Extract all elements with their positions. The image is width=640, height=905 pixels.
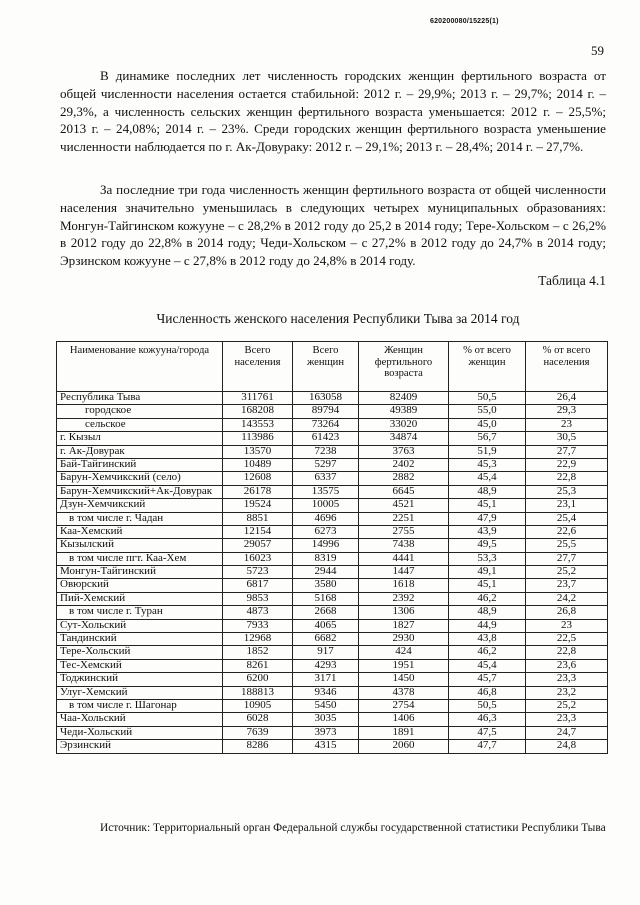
row-value: 26,4 <box>526 392 608 405</box>
row-value: 48,9 <box>449 606 526 619</box>
row-value: 3035 <box>293 713 359 726</box>
row-value: 47,5 <box>449 726 526 739</box>
table-row <box>57 432 608 445</box>
row-value: 1891 <box>359 726 449 739</box>
row-value: 45,1 <box>449 579 526 592</box>
row-value: 7933 <box>223 619 293 632</box>
row-name: в том числе пгт. Каа-Хем <box>57 552 223 565</box>
row-value: 27,7 <box>526 445 608 458</box>
row-value: 45,1 <box>449 499 526 512</box>
row-value: 24,2 <box>526 592 608 605</box>
row-value: 30,5 <box>526 432 608 445</box>
row-value: 34874 <box>359 432 449 445</box>
row-value: 188813 <box>223 686 293 699</box>
row-value: 2251 <box>359 512 449 525</box>
row-value: 46,3 <box>449 713 526 726</box>
paragraph-municipal-decline: За последние три года численность женщин фертильного возраста от общей численности населения значительно уменьшилась в следующих четырех муниципальных образованиях: Монгун-Тайгинском кожууне – с 28,2% в 2012 году до 25,2 в 2014 году; Тере-Хольском – с 26,2% в 2012 году до 22,8% в 2014 году; Чеди-Хольском – с 27,2% в 2012 году до 24,7% в 2014 году; Эрзинском кожууне – с 27,8% в 2012 году до 24,8% в 2014 году. <box>60 182 606 269</box>
row-value: 14996 <box>293 539 359 552</box>
row-value: 29,3 <box>526 405 608 418</box>
row-value: 8286 <box>223 740 293 753</box>
row-value: 3171 <box>293 673 359 686</box>
row-value: 55,0 <box>449 405 526 418</box>
row-value: 25,2 <box>526 566 608 579</box>
header-total-women: Всего женщин <box>293 342 359 392</box>
row-value: 27,7 <box>526 552 608 565</box>
row-value: 82409 <box>359 392 449 405</box>
document-id: 620200080/15225(1) <box>430 18 499 25</box>
row-value: 44,9 <box>449 619 526 632</box>
row-value: 917 <box>293 646 359 659</box>
row-value: 4065 <box>293 619 359 632</box>
row-value: 23,1 <box>526 499 608 512</box>
row-value: 45,4 <box>449 472 526 485</box>
row-value: 8851 <box>223 512 293 525</box>
row-value: 25,3 <box>526 485 608 498</box>
row-name: Монгун-Тайгинский <box>57 566 223 579</box>
row-value: 2060 <box>359 740 449 753</box>
row-value: 46,2 <box>449 592 526 605</box>
row-value: 22,8 <box>526 472 608 485</box>
row-value: 6817 <box>223 579 293 592</box>
row-value: 43,9 <box>449 525 526 538</box>
table-row <box>57 566 608 579</box>
row-value: 168208 <box>223 405 293 418</box>
row-value: 4378 <box>359 686 449 699</box>
row-value: 23 <box>526 619 608 632</box>
table-row <box>57 699 608 712</box>
row-value: 89794 <box>293 405 359 418</box>
row-value: 3973 <box>293 726 359 739</box>
row-value: 6645 <box>359 485 449 498</box>
row-value: 2755 <box>359 525 449 538</box>
header-pct-women: % от всего женщин <box>449 342 526 392</box>
row-value: 4873 <box>223 606 293 619</box>
header-total-population: Всего населения <box>223 342 293 392</box>
row-value: 163058 <box>293 392 359 405</box>
row-value: 61423 <box>293 432 359 445</box>
row-value: 53,3 <box>449 552 526 565</box>
row-value: 13570 <box>223 445 293 458</box>
row-value: 47,7 <box>449 740 526 753</box>
row-value: 46,8 <box>449 686 526 699</box>
row-value: 26178 <box>223 485 293 498</box>
row-value: 3580 <box>293 579 359 592</box>
row-value: 43,8 <box>449 633 526 646</box>
row-name: Чаа-Хольский <box>57 713 223 726</box>
row-name: Дзун-Хемчикский <box>57 499 223 512</box>
row-name: Улуг-Хемский <box>57 686 223 699</box>
row-value: 5168 <box>293 592 359 605</box>
table-row <box>57 646 608 659</box>
row-value: 49389 <box>359 405 449 418</box>
row-value: 45,3 <box>449 458 526 471</box>
table-row <box>57 445 608 458</box>
row-value: 50,5 <box>449 699 526 712</box>
row-value: 22,6 <box>526 525 608 538</box>
row-value: 1951 <box>359 659 449 672</box>
row-value: 29057 <box>223 539 293 552</box>
row-value: 1852 <box>223 646 293 659</box>
table-row <box>57 659 608 672</box>
table-row <box>57 686 608 699</box>
row-value: 6200 <box>223 673 293 686</box>
table-row <box>57 713 608 726</box>
row-name: Тоджинский <box>57 673 223 686</box>
row-value: 5723 <box>223 566 293 579</box>
row-name: сельское <box>57 418 223 431</box>
row-name: в том числе г. Чадан <box>57 512 223 525</box>
table-row <box>57 525 608 538</box>
row-name: Сут-Хольский <box>57 619 223 632</box>
row-value: 56,7 <box>449 432 526 445</box>
table-row <box>57 633 608 646</box>
row-value: 23 <box>526 418 608 431</box>
table-row <box>57 552 608 565</box>
row-name: Тере-Хольский <box>57 646 223 659</box>
page-number: 59 <box>591 43 604 58</box>
table-row <box>57 418 608 431</box>
table-row <box>57 392 608 405</box>
table-row <box>57 673 608 686</box>
row-value: 22,8 <box>526 646 608 659</box>
row-value: 48,9 <box>449 485 526 498</box>
row-value: 13575 <box>293 485 359 498</box>
table-row <box>57 726 608 739</box>
row-name: в том числе г. Туран <box>57 606 223 619</box>
header-fertile-women: Женщин фертильного возраста <box>359 342 449 392</box>
header-pct-population: % от всего населения <box>526 342 608 392</box>
row-value: 7639 <box>223 726 293 739</box>
row-name: городское <box>57 405 223 418</box>
row-value: 45,4 <box>449 659 526 672</box>
row-name: Бай-Тайгинский <box>57 458 223 471</box>
row-value: 10905 <box>223 699 293 712</box>
row-value: 23,2 <box>526 686 608 699</box>
row-name: г. Ак-Довурак <box>57 445 223 458</box>
row-value: 2944 <box>293 566 359 579</box>
row-name: Эрзинский <box>57 740 223 753</box>
row-value: 45,0 <box>449 418 526 431</box>
row-value: 2754 <box>359 699 449 712</box>
row-value: 12968 <box>223 633 293 646</box>
row-value: 6028 <box>223 713 293 726</box>
row-value: 1447 <box>359 566 449 579</box>
table-label: Таблица 4.1 <box>538 273 606 288</box>
row-name: в том числе г. Шагонар <box>57 699 223 712</box>
row-value: 19524 <box>223 499 293 512</box>
row-value: 2882 <box>359 472 449 485</box>
table-row <box>57 579 608 592</box>
row-name: Барун-Хемчикский (село) <box>57 472 223 485</box>
row-value: 33020 <box>359 418 449 431</box>
row-value: 12154 <box>223 525 293 538</box>
table-title: Численность женского населения Республики Тыва за 2014 год <box>156 311 520 326</box>
table-row <box>57 499 608 512</box>
table-row <box>57 458 608 471</box>
table-row <box>57 619 608 632</box>
row-value: 5297 <box>293 458 359 471</box>
table-row <box>57 405 608 418</box>
source-note: Источник: Территориальный орган Федеральной службы государственной статистики Республики Тыва <box>100 822 606 834</box>
row-name: Каа-Хемский <box>57 525 223 538</box>
row-value: 2392 <box>359 592 449 605</box>
row-name: Чеди-Хольский <box>57 726 223 739</box>
row-value: 311761 <box>223 392 293 405</box>
table-body <box>57 392 608 754</box>
row-value: 25,2 <box>526 699 608 712</box>
row-value: 6273 <box>293 525 359 538</box>
table-row <box>57 606 608 619</box>
row-value: 23,7 <box>526 579 608 592</box>
row-value: 45,7 <box>449 673 526 686</box>
row-value: 8261 <box>223 659 293 672</box>
row-value: 4696 <box>293 512 359 525</box>
row-value: 2930 <box>359 633 449 646</box>
row-value: 25,5 <box>526 539 608 552</box>
table-row <box>57 592 608 605</box>
row-value: 73264 <box>293 418 359 431</box>
row-value: 7238 <box>293 445 359 458</box>
row-value: 6337 <box>293 472 359 485</box>
row-value: 4521 <box>359 499 449 512</box>
paragraph-urban-rural-dynamics: В динамике последних лет численность городских женщин фертильного возраста от общей численности населения остается стабильной: 2012 г. – 29,9%; 2013 г. – 29,7%; 2014 г. – 29,3%, а численность сельских женщин фертильного возраста уменьшается: 2012 г. – 25,5%; 2013 г. – 24,08%; 2014 г. – 23%. Среди городских женщин фертильного возраста уменьшение численности наблюдается по г. Ак-Довураку: 2012 г. – 29,1%; 2013 г. – 28,4%; 2014 г. – 27,7%. <box>60 68 606 155</box>
row-value: 1406 <box>359 713 449 726</box>
row-value: 46,2 <box>449 646 526 659</box>
row-value: 6682 <box>293 633 359 646</box>
row-value: 1306 <box>359 606 449 619</box>
row-value: 1827 <box>359 619 449 632</box>
row-value: 424 <box>359 646 449 659</box>
header-name: Наименование кожууна/города <box>57 342 223 392</box>
row-value: 25,4 <box>526 512 608 525</box>
row-value: 10489 <box>223 458 293 471</box>
row-value: 23,3 <box>526 713 608 726</box>
row-value: 5450 <box>293 699 359 712</box>
row-value: 49,5 <box>449 539 526 552</box>
row-value: 113986 <box>223 432 293 445</box>
table-header-row <box>57 342 608 392</box>
row-value: 10005 <box>293 499 359 512</box>
row-value: 50,5 <box>449 392 526 405</box>
row-value: 12608 <box>223 472 293 485</box>
table-row <box>57 512 608 525</box>
row-name: Кызылский <box>57 539 223 552</box>
row-value: 24,7 <box>526 726 608 739</box>
row-name: Тандинский <box>57 633 223 646</box>
row-value: 2668 <box>293 606 359 619</box>
row-value: 26,8 <box>526 606 608 619</box>
row-name: Тес-Хемский <box>57 659 223 672</box>
female-population-table <box>56 341 608 754</box>
row-value: 4293 <box>293 659 359 672</box>
row-value: 7438 <box>359 539 449 552</box>
table-row <box>57 485 608 498</box>
row-value: 47,9 <box>449 512 526 525</box>
row-value: 9853 <box>223 592 293 605</box>
row-value: 8319 <box>293 552 359 565</box>
row-value: 4315 <box>293 740 359 753</box>
row-value: 143553 <box>223 418 293 431</box>
table-row <box>57 740 608 753</box>
row-name: Барун-Хемчикский+Ак-Довурак <box>57 485 223 498</box>
row-name: Пий-Хемский <box>57 592 223 605</box>
table-row <box>57 539 608 552</box>
row-value: 51,9 <box>449 445 526 458</box>
row-value: 22,5 <box>526 633 608 646</box>
table-row <box>57 472 608 485</box>
row-value: 4441 <box>359 552 449 565</box>
row-value: 2402 <box>359 458 449 471</box>
row-value: 24,8 <box>526 740 608 753</box>
row-value: 49,1 <box>449 566 526 579</box>
row-value: 23,3 <box>526 673 608 686</box>
row-value: 16023 <box>223 552 293 565</box>
row-value: 23,6 <box>526 659 608 672</box>
row-name: г. Кызыл <box>57 432 223 445</box>
row-name: Республика Тыва <box>57 392 223 405</box>
row-value: 1618 <box>359 579 449 592</box>
row-value: 9346 <box>293 686 359 699</box>
row-value: 22,9 <box>526 458 608 471</box>
row-value: 1450 <box>359 673 449 686</box>
row-value: 3763 <box>359 445 449 458</box>
row-name: Овюрский <box>57 579 223 592</box>
